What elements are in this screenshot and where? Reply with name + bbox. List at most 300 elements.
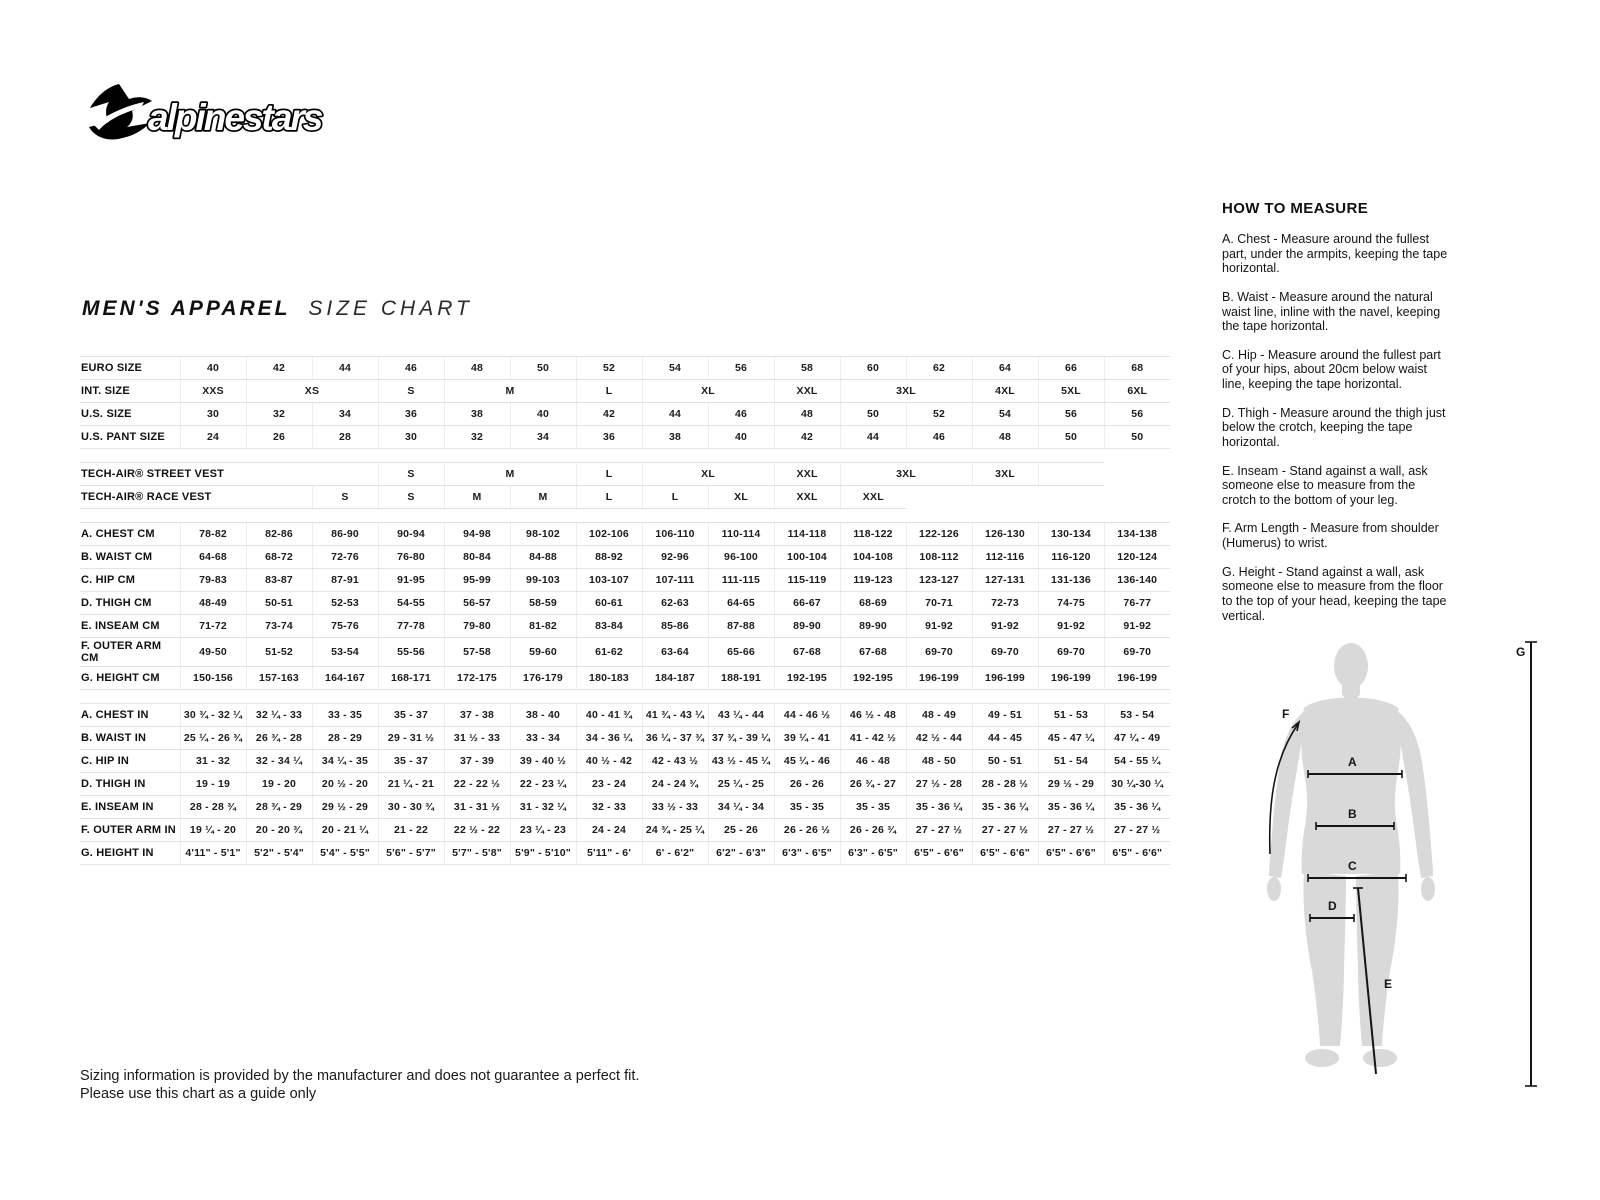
size-cell: 164-167	[312, 667, 378, 690]
size-cell: 91-92	[1104, 615, 1170, 638]
size-cell: 30 ¼-30 ¼	[1104, 773, 1170, 796]
size-cell: 26 ¾ - 28	[246, 727, 312, 750]
size-cell: 88-92	[576, 546, 642, 569]
size-cell: 67-68	[774, 638, 840, 667]
table-row	[80, 819, 1170, 842]
page-title	[82, 297, 473, 321]
size-cell: 73-74	[246, 615, 312, 638]
size-cell: 5'6" - 5'7"	[378, 842, 444, 865]
size-cell: 41 ¾ - 43 ¼	[642, 704, 708, 727]
size-cell: 76-80	[378, 546, 444, 569]
size-cell: 48 - 50	[906, 750, 972, 773]
size-cell: 51 - 54	[1038, 750, 1104, 773]
row-label: U.S. SIZE	[80, 403, 180, 426]
table-row	[80, 569, 1170, 592]
size-cell: 116-120	[1038, 546, 1104, 569]
size-cell: 64	[972, 357, 1038, 380]
size-cell: 51-52	[246, 638, 312, 667]
size-cell: 29 - 31 ½	[378, 727, 444, 750]
size-cell: 131-136	[1038, 569, 1104, 592]
diagram-label-d: D	[1328, 899, 1337, 913]
size-cell: 26 - 26 ¾	[840, 819, 906, 842]
size-cell: 87-88	[708, 615, 774, 638]
size-cell: 6XL	[1104, 380, 1170, 403]
table-row	[80, 426, 1170, 449]
size-cell: 75-76	[312, 615, 378, 638]
body-silhouette-icon	[1236, 626, 1556, 1096]
measure-instruction: C. Hip - Measure around the fullest part of your hips, about 20cm below waist line, keeping the tape horizontal.	[1222, 347, 1441, 391]
size-cell: 20 - 20 ¾	[246, 819, 312, 842]
size-cell: 69-70	[906, 638, 972, 667]
size-cell: XL	[642, 380, 774, 403]
size-cell: 130-134	[1038, 523, 1104, 546]
size-cell: 81-82	[510, 615, 576, 638]
size-cell: 29 ½ - 29	[312, 796, 378, 819]
table-row	[80, 773, 1170, 796]
size-cell: 54	[642, 357, 708, 380]
size-cell: 42 ½ - 44	[906, 727, 972, 750]
size-cell: 35 - 37	[378, 750, 444, 773]
size-cell: 53-54	[312, 638, 378, 667]
size-table-group-3	[80, 522, 1170, 690]
page-title-main: MEN'S APPAREL	[82, 297, 291, 320]
size-cell: 46	[906, 426, 972, 449]
size-table	[80, 356, 1172, 878]
size-cell: 40	[708, 426, 774, 449]
size-cell: 72-76	[312, 546, 378, 569]
size-cell: XL	[642, 463, 774, 486]
size-table-group-2	[80, 462, 1170, 509]
size-cell: 50 - 51	[972, 750, 1038, 773]
alpinestars-wordmark: alpinestars	[148, 97, 322, 138]
size-cell: 66	[1038, 357, 1104, 380]
size-cell: 180-183	[576, 667, 642, 690]
size-cell: 53 - 54	[1104, 704, 1170, 727]
page-title-sub: SIZE CHART	[308, 297, 473, 320]
size-cell: 123-127	[906, 569, 972, 592]
size-cell: 3XL	[840, 463, 972, 486]
size-cell: 56	[1038, 403, 1104, 426]
size-cell: 50	[840, 403, 906, 426]
diagram-label-b: B	[1348, 807, 1357, 821]
size-cell: 46 ½ - 48	[840, 704, 906, 727]
size-cell: 86-90	[312, 523, 378, 546]
size-cell: M	[444, 463, 576, 486]
size-cell: 27 - 27 ½	[972, 819, 1038, 842]
size-cell: L	[576, 486, 642, 509]
size-cell: 69-70	[1038, 638, 1104, 667]
size-cell: 48	[444, 357, 510, 380]
size-cell: 52	[906, 403, 972, 426]
table-row	[80, 486, 1170, 509]
alpinestars-logo	[84, 78, 349, 155]
size-cell: 54	[972, 403, 1038, 426]
size-cell: 188-191	[708, 667, 774, 690]
diagram-label-a: A	[1348, 755, 1357, 769]
empty-cell	[906, 486, 1170, 509]
size-cell: 3XL	[840, 380, 972, 403]
size-cell: 35 - 35	[774, 796, 840, 819]
size-cell: 30	[378, 426, 444, 449]
size-cell: 35 - 36 ¼	[972, 796, 1038, 819]
size-cell: 79-80	[444, 615, 510, 638]
size-cell: 3XL	[972, 463, 1038, 486]
size-cell: 58	[774, 357, 840, 380]
size-cell: 40 ½ - 42	[576, 750, 642, 773]
size-cell: 61-62	[576, 638, 642, 667]
row-label: E. INSEAM IN	[80, 796, 180, 819]
size-cell: 91-95	[378, 569, 444, 592]
size-cell: 38 - 40	[510, 704, 576, 727]
size-cell: 99-103	[510, 569, 576, 592]
size-cell: L	[576, 380, 642, 403]
size-cell: 108-112	[906, 546, 972, 569]
size-cell: 35 - 36 ¼	[1038, 796, 1104, 819]
size-cell: 42	[246, 357, 312, 380]
size-cell: 19 ¼ - 20	[180, 819, 246, 842]
disclaimer-line-2: Please use this chart as a guide only	[80, 1086, 317, 1103]
size-cell: XXL	[774, 486, 840, 509]
size-cell: 192-195	[840, 667, 906, 690]
size-cell: 43 ½ - 45 ¼	[708, 750, 774, 773]
size-cell: 25 ¼ - 26 ¾	[180, 727, 246, 750]
row-label: A. CHEST IN	[80, 704, 180, 727]
size-cell: 27 - 27 ½	[906, 819, 972, 842]
size-cell: 56	[708, 357, 774, 380]
size-cell: 39 - 40 ½	[510, 750, 576, 773]
size-cell: 83-84	[576, 615, 642, 638]
size-cell: 33 - 35	[312, 704, 378, 727]
size-cell: 39 ¼ - 41	[774, 727, 840, 750]
size-cell: 6'5" - 6'6"	[1104, 842, 1170, 865]
size-cell: 30 ¾ - 32 ¼	[180, 704, 246, 727]
size-cell: 5'11" - 6'	[576, 842, 642, 865]
size-cell: 21 - 22	[378, 819, 444, 842]
size-cell: 60-61	[576, 592, 642, 615]
empty-cell	[1038, 463, 1104, 486]
size-cell: 79-83	[180, 569, 246, 592]
size-cell: 28 - 28 ½	[972, 773, 1038, 796]
table-row	[80, 523, 1170, 546]
size-cell: 57-58	[444, 638, 510, 667]
row-label: B. WAIST IN	[80, 727, 180, 750]
size-cell: 62	[906, 357, 972, 380]
size-cell: 31 - 31 ½	[444, 796, 510, 819]
size-cell: 31 - 32 ¼	[510, 796, 576, 819]
size-cell: 27 - 27 ½	[1104, 819, 1170, 842]
row-label: C. HIP IN	[80, 750, 180, 773]
size-cell: 51 - 53	[1038, 704, 1104, 727]
size-cell: 36 ¼ - 37 ¾	[642, 727, 708, 750]
size-cell: 46 - 48	[840, 750, 906, 773]
size-cell: 23 - 24	[576, 773, 642, 796]
size-cell: 19 - 19	[180, 773, 246, 796]
size-cell: 126-130	[972, 523, 1038, 546]
size-cell: 49-50	[180, 638, 246, 667]
size-cell: 68-69	[840, 592, 906, 615]
size-cell: 48-49	[180, 592, 246, 615]
size-cell: 134-138	[1104, 523, 1170, 546]
size-cell: 28	[312, 426, 378, 449]
size-cell: 30	[180, 403, 246, 426]
size-cell: 90-94	[378, 523, 444, 546]
size-cell: 34 ¼ - 34	[708, 796, 774, 819]
size-cell: 56-57	[444, 592, 510, 615]
size-cell: 5'4" - 5'5"	[312, 842, 378, 865]
size-cell: 40	[510, 403, 576, 426]
size-cell: M	[444, 380, 576, 403]
size-cell: 20 ½ - 20	[312, 773, 378, 796]
table-row	[80, 615, 1170, 638]
row-label: TECH-AIR® RACE VEST	[80, 486, 180, 509]
size-cell: 24	[180, 426, 246, 449]
size-cell: 94-98	[444, 523, 510, 546]
table-row	[80, 796, 1170, 819]
empty-cell	[1104, 463, 1170, 486]
size-cell: 4XL	[972, 380, 1038, 403]
disclaimer	[80, 1067, 639, 1103]
size-cell: 4'11" - 5'1"	[180, 842, 246, 865]
how-to-measure-heading: HOW TO MEASURE	[1222, 200, 1369, 217]
size-cell: 22 ½ - 22	[444, 819, 510, 842]
size-cell: 37 - 38	[444, 704, 510, 727]
size-cell: 80-84	[444, 546, 510, 569]
size-cell: 42	[774, 426, 840, 449]
size-cell: 91-92	[972, 615, 1038, 638]
size-cell: 19 - 20	[246, 773, 312, 796]
row-label: F. OUTER ARM IN	[80, 819, 180, 842]
size-cell: 50	[1038, 426, 1104, 449]
size-cell: 196-199	[972, 667, 1038, 690]
size-cell: 68-72	[246, 546, 312, 569]
size-cell: S	[378, 380, 444, 403]
size-cell: 26 - 26 ½	[774, 819, 840, 842]
size-cell: 5'9" - 5'10"	[510, 842, 576, 865]
size-cell: 5XL	[1038, 380, 1104, 403]
size-cell: 62-63	[642, 592, 708, 615]
size-cell: 32 - 34 ¼	[246, 750, 312, 773]
size-cell: 54 - 55 ¼	[1104, 750, 1170, 773]
size-cell: 6'5" - 6'6"	[906, 842, 972, 865]
size-cell: 168-171	[378, 667, 444, 690]
size-cell: 91-92	[906, 615, 972, 638]
size-cell: 34 ¼ - 35	[312, 750, 378, 773]
size-cell: 89-90	[840, 615, 906, 638]
size-cell: 50	[510, 357, 576, 380]
size-cell: 120-124	[1104, 546, 1170, 569]
size-cell: 5'7" - 5'8"	[444, 842, 510, 865]
size-cell: 41 - 42 ½	[840, 727, 906, 750]
size-cell: 6'5" - 6'6"	[972, 842, 1038, 865]
size-cell: 32	[246, 403, 312, 426]
size-cell: 58-59	[510, 592, 576, 615]
size-cell: 56	[1104, 403, 1170, 426]
table-row	[80, 842, 1170, 865]
size-cell: 31 - 32	[180, 750, 246, 773]
size-cell: 44 - 45	[972, 727, 1038, 750]
size-cell: 45 ¼ - 46	[774, 750, 840, 773]
size-table-group-1	[80, 356, 1170, 449]
size-cell: XXS	[180, 380, 246, 403]
size-cell: 40	[180, 357, 246, 380]
size-cell: 38	[444, 403, 510, 426]
measure-instruction: B. Waist - Measure around the natural waist line, inline with the navel, keeping the tape horizontal.	[1222, 289, 1441, 334]
table-row	[80, 463, 1170, 486]
table-row	[80, 667, 1170, 690]
size-cell: 48	[972, 426, 1038, 449]
row-label: E. INSEAM CM	[80, 615, 180, 638]
size-cell: 89-90	[774, 615, 840, 638]
size-cell: 28 - 28 ¾	[180, 796, 246, 819]
size-cell: 26	[246, 426, 312, 449]
size-cell: XL	[708, 486, 774, 509]
size-cell: L	[576, 463, 642, 486]
size-cell: 44	[312, 357, 378, 380]
size-cell: 6'5" - 6'6"	[1038, 842, 1104, 865]
size-cell: XXL	[774, 380, 840, 403]
size-cell: 136-140	[1104, 569, 1170, 592]
size-cell: 60	[840, 357, 906, 380]
size-cell: 84-88	[510, 546, 576, 569]
size-cell: 78-82	[180, 523, 246, 546]
size-cell: 87-91	[312, 569, 378, 592]
body-measurement-diagram	[1236, 626, 1556, 1101]
size-cell: 24 - 24 ¾	[642, 773, 708, 796]
size-cell: 26 ¾ - 27	[840, 773, 906, 796]
size-cell: 49 - 51	[972, 704, 1038, 727]
size-cell: 184-187	[642, 667, 708, 690]
size-cell: 52	[576, 357, 642, 380]
row-label: D. THIGH IN	[80, 773, 180, 796]
size-cell: 40 - 41 ¾	[576, 704, 642, 727]
size-cell: 103-107	[576, 569, 642, 592]
how-to-measure-list	[1222, 232, 1450, 623]
row-label: U.S. PANT SIZE	[80, 426, 180, 449]
size-cell: 25 - 26	[708, 819, 774, 842]
size-cell: 65-66	[708, 638, 774, 667]
size-cell: S	[378, 486, 444, 509]
size-cell: 59-60	[510, 638, 576, 667]
size-cell: 67-68	[840, 638, 906, 667]
size-cell: 32 ¼ - 33	[246, 704, 312, 727]
size-cell: 66-67	[774, 592, 840, 615]
size-cell: 50-51	[246, 592, 312, 615]
size-cell: XXL	[840, 486, 906, 509]
size-cell: 104-108	[840, 546, 906, 569]
size-cell: 28 ¾ - 29	[246, 796, 312, 819]
size-cell: 110-114	[708, 523, 774, 546]
size-table-group-4	[80, 703, 1170, 865]
row-label: A. CHEST CM	[80, 523, 180, 546]
size-cell: 55-56	[378, 638, 444, 667]
size-cell: 31 ½ - 33	[444, 727, 510, 750]
size-cell: 28 - 29	[312, 727, 378, 750]
size-cell: 63-64	[642, 638, 708, 667]
size-cell: 26 - 26	[774, 773, 840, 796]
size-cell: 5'2" - 5'4"	[246, 842, 312, 865]
size-cell: 22 - 22 ½	[444, 773, 510, 796]
size-cell: 127-131	[972, 569, 1038, 592]
size-cell: XS	[246, 380, 378, 403]
size-cell: 82-86	[246, 523, 312, 546]
size-cell: 64-68	[180, 546, 246, 569]
size-cell: 43 ¼ - 44	[708, 704, 774, 727]
size-cell: 34	[312, 403, 378, 426]
size-cell: 47 ¼ - 49	[1104, 727, 1170, 750]
size-cell: 37 - 39	[444, 750, 510, 773]
size-cell: 45 - 47 ¼	[1038, 727, 1104, 750]
size-cell: 69-70	[1104, 638, 1170, 667]
size-cell: S	[378, 463, 444, 486]
size-cell: 36	[576, 426, 642, 449]
row-label: B. WAIST CM	[80, 546, 180, 569]
size-cell: 196-199	[906, 667, 972, 690]
diagram-label-c: C	[1348, 859, 1357, 873]
size-cell: 27 - 27 ½	[1038, 819, 1104, 842]
table-row	[80, 357, 1170, 380]
size-cell: 48	[774, 403, 840, 426]
table-row	[80, 592, 1170, 615]
measure-instruction: F. Arm Length - Measure from shoulder (Humerus) to wrist.	[1222, 521, 1439, 550]
size-cell: 98-102	[510, 523, 576, 546]
size-cell: 50	[1104, 426, 1170, 449]
size-cell: 102-106	[576, 523, 642, 546]
row-label: D. THIGH CM	[80, 592, 180, 615]
measure-instruction: D. Thigh - Measure around the thigh just below the crotch, keeping the tape horizontal.	[1222, 405, 1446, 449]
row-label: C. HIP CM	[80, 569, 180, 592]
size-cell: 6' - 6'2"	[642, 842, 708, 865]
size-cell: 52-53	[312, 592, 378, 615]
size-cell: 33 ½ - 33	[642, 796, 708, 819]
size-cell: L	[642, 486, 708, 509]
size-cell: 20 - 21 ¼	[312, 819, 378, 842]
size-cell: 35 - 36 ¼	[906, 796, 972, 819]
size-cell: 32	[444, 426, 510, 449]
size-cell: 35 - 36 ¼	[1104, 796, 1170, 819]
size-cell: 46	[378, 357, 444, 380]
table-row	[80, 638, 1170, 667]
size-cell: 24 ¾ - 25 ¼	[642, 819, 708, 842]
size-cell: 38	[642, 426, 708, 449]
size-cell: 176-179	[510, 667, 576, 690]
size-cell: 95-99	[444, 569, 510, 592]
size-cell: 96-100	[708, 546, 774, 569]
table-row	[80, 704, 1170, 727]
size-cell: 150-156	[180, 667, 246, 690]
diagram-label-f: F	[1282, 707, 1290, 721]
table-row	[80, 380, 1170, 403]
size-cell: 42 - 43 ½	[642, 750, 708, 773]
size-cell: 36	[378, 403, 444, 426]
size-cell: 114-118	[774, 523, 840, 546]
size-cell: 44	[642, 403, 708, 426]
table-row	[80, 403, 1170, 426]
diagram-label-g: G	[1516, 645, 1526, 659]
size-cell: 196-199	[1104, 667, 1170, 690]
size-cell: 111-115	[708, 569, 774, 592]
size-cell: 48 - 49	[906, 704, 972, 727]
size-cell: 34 - 36 ¼	[576, 727, 642, 750]
size-cell: 119-123	[840, 569, 906, 592]
row-label: EURO SIZE	[80, 357, 180, 380]
size-cell: 118-122	[840, 523, 906, 546]
row-label: G. HEIGHT IN	[80, 842, 180, 865]
size-cell: XXL	[774, 463, 840, 486]
size-cell: 76-77	[1104, 592, 1170, 615]
size-cell: 157-163	[246, 667, 312, 690]
size-cell: 70-71	[906, 592, 972, 615]
size-cell: 35 - 37	[378, 704, 444, 727]
